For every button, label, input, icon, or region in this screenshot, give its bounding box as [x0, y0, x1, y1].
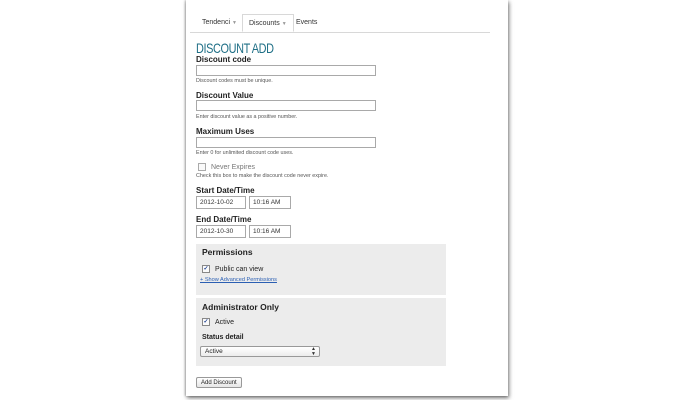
maximum-uses-label: Maximum Uses	[196, 127, 255, 136]
page-title: DISCOUNT ADD	[196, 40, 274, 56]
start-time-input[interactable]: 10:16 AM	[249, 196, 291, 209]
active-row	[202, 318, 234, 326]
end-date-input[interactable]: 2012-10-30	[196, 225, 246, 238]
discount-value-label: Discount Value	[196, 91, 254, 100]
status-detail-value: Active	[205, 348, 223, 355]
discount-code-input[interactable]	[196, 65, 376, 76]
caret-down-icon: ▼	[232, 20, 237, 26]
discount-add-panel	[186, 0, 508, 396]
active-checkbox[interactable]	[202, 318, 210, 326]
updown-arrows-icon: ▲ ▼	[311, 346, 316, 357]
never-expires-row	[198, 163, 255, 171]
maximum-uses-help: Enter 0 for unlimited discount code uses.	[196, 150, 294, 156]
administrator-only-section	[196, 298, 446, 366]
public-can-view-checkbox[interactable]	[202, 265, 210, 273]
never-expires-help: Check this box to make the discount code never expire.	[196, 173, 329, 179]
start-date-input[interactable]: 2012-10-02	[196, 196, 246, 209]
public-can-view-row	[202, 265, 263, 273]
never-expires-checkbox[interactable]	[198, 163, 206, 171]
discount-code-label: Discount code	[196, 55, 252, 64]
show-advanced-permissions-link[interactable]: + Show Advanced Permissions	[200, 277, 277, 283]
tab-discounts[interactable]	[242, 14, 294, 32]
status-detail-label: Status detail	[202, 334, 244, 341]
start-datetime-label: Start Date/Time	[196, 186, 255, 195]
tab-events-label: Events	[296, 19, 318, 26]
tab-events[interactable]	[290, 14, 323, 32]
never-expires-label: Never Expires	[211, 163, 255, 171]
caret-down-icon: ▼	[281, 21, 287, 27]
add-discount-button[interactable]: Add Discount	[196, 377, 242, 388]
check-icon: ✓	[203, 266, 209, 272]
active-label: Active	[215, 318, 235, 326]
discount-code-help: Discount codes must be unique.	[196, 78, 273, 84]
public-can-view-label: Public can view	[215, 265, 264, 273]
tab-tendenci[interactable]	[196, 14, 243, 32]
nav-tabs	[190, 14, 490, 33]
administrator-only-title: Administrator Only	[202, 302, 279, 312]
status-detail-select[interactable]	[200, 346, 320, 357]
tab-discounts-label: Discounts	[249, 20, 280, 27]
discount-value-help: Enter discount value as a positive number.	[196, 114, 298, 120]
end-time-input[interactable]: 10:16 AM	[249, 225, 291, 238]
end-datetime-label: End Date/Time	[196, 215, 252, 224]
tab-tendenci-label: Tendenci	[202, 19, 231, 26]
maximum-uses-input[interactable]	[196, 137, 376, 148]
permissions-title: Permissions	[202, 247, 253, 257]
permissions-section	[196, 244, 446, 295]
check-icon: ✓	[203, 319, 209, 325]
discount-value-input[interactable]	[196, 100, 376, 111]
